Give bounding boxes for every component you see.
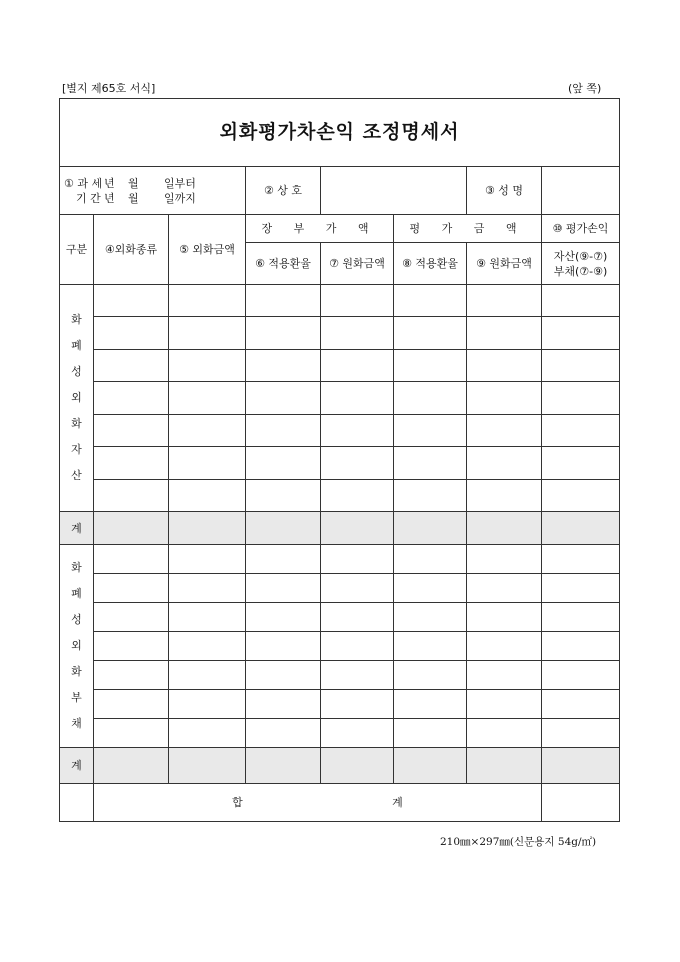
foreign-amount-header: ⑤ 외화금액 [169,215,246,285]
table-cell[interactable] [467,690,542,719]
book-value-header: 장 부 가 액 [246,215,394,243]
table-cell[interactable] [394,661,467,690]
table-cell[interactable] [246,719,321,748]
table-cell[interactable] [321,574,394,603]
table-cell[interactable] [246,512,321,545]
table-cell[interactable] [169,415,246,447]
table-cell[interactable] [394,632,467,661]
table-cell[interactable] [94,317,169,350]
period-end-line: 기 간 년 월 일까지 [76,191,196,205]
liabilities-subtotal-label: 계 [60,748,94,784]
liabilities-formula: 부채(⑦-⑨) [553,264,608,278]
table-cell[interactable] [542,317,620,350]
table-cell[interactable] [94,545,169,574]
table-cell[interactable] [394,447,467,480]
won-amount-eval-header: ⑨ 원화금액 [467,243,542,285]
table-cell[interactable] [394,545,467,574]
table-cell[interactable] [94,350,169,382]
table-cell[interactable] [94,690,169,719]
table-cell[interactable] [394,285,467,317]
table-cell[interactable] [169,632,246,661]
won-amount-book-header: ⑦ 원화금액 [321,243,394,285]
category-header: 구분 [60,215,94,285]
table-cell[interactable] [542,632,620,661]
table-cell[interactable] [321,415,394,447]
table-cell[interactable] [246,317,321,350]
gain-loss-formula-header [542,243,620,285]
table-cell[interactable] [542,661,620,690]
table-cell[interactable] [467,447,542,480]
company-field[interactable] [321,167,467,215]
table-cell[interactable] [542,512,620,545]
table-cell[interactable] [94,285,169,317]
table-cell[interactable] [321,317,394,350]
table-cell[interactable] [246,545,321,574]
grand-total-row [60,784,620,822]
table-cell[interactable] [467,512,542,545]
table-cell[interactable] [94,512,169,545]
liabilities-subtotal-row [60,748,620,784]
table-cell[interactable] [246,415,321,447]
table-cell[interactable] [94,719,169,748]
table-cell[interactable] [467,748,542,784]
table-cell[interactable] [94,382,169,415]
table-cell[interactable] [394,748,467,784]
table-cell[interactable] [542,285,620,317]
paper-spec: 210㎜×297㎜(신문용지 54g/㎡) [440,836,597,848]
table-cell[interactable] [321,719,394,748]
table-cell[interactable] [169,719,246,748]
table-row [60,480,620,512]
table-cell[interactable] [394,350,467,382]
assets-subtotal-row [60,512,620,545]
table-cell[interactable] [321,545,394,574]
table-cell[interactable] [467,719,542,748]
table-row [60,661,620,690]
table-cell[interactable] [169,603,246,632]
table-cell[interactable] [321,447,394,480]
table-row [60,690,620,719]
table-cell[interactable] [467,480,542,512]
table-cell[interactable] [169,661,246,690]
table-cell[interactable] [94,748,169,784]
table-cell[interactable] [246,690,321,719]
table-cell[interactable] [394,415,467,447]
table-cell[interactable] [394,603,467,632]
table-cell[interactable] [246,603,321,632]
table-cell[interactable] [94,603,169,632]
table-cell[interactable] [94,632,169,661]
table-cell[interactable] [321,603,394,632]
grand-total-label: 합 계 [94,784,542,822]
table-row [60,317,620,350]
page-side-label: (앞 쪽) [568,82,602,95]
table-cell[interactable] [169,285,246,317]
table-cell[interactable] [169,317,246,350]
table-cell[interactable] [467,603,542,632]
table-cell[interactable] [321,690,394,719]
table-cell[interactable] [394,382,467,415]
table-cell[interactable] [467,382,542,415]
table-cell[interactable] [169,545,246,574]
table-cell[interactable] [246,661,321,690]
table-row [60,415,620,447]
table-row [60,632,620,661]
name-field[interactable] [542,167,620,215]
table-cell[interactable] [246,574,321,603]
grand-total-value[interactable] [542,784,620,822]
table-cell[interactable] [542,603,620,632]
table-cell[interactable] [394,574,467,603]
assets-formula: 자산(⑨-⑦) [553,249,608,263]
table-cell[interactable] [94,447,169,480]
table-cell[interactable] [467,317,542,350]
table-cell[interactable] [467,415,542,447]
form-number: [별지 제65호 서식] [62,82,156,95]
table-cell[interactable] [394,317,467,350]
table-row [60,574,620,603]
name-label: ③ 성 명 [467,167,542,215]
table-row [60,382,620,415]
form-title: 외화평가차손익 조정명세서 [60,99,620,167]
table-cell[interactable] [169,748,246,784]
table-row [60,447,620,480]
table-cell[interactable] [321,748,394,784]
company-label: ② 상 호 [246,167,321,215]
table-cell[interactable] [246,382,321,415]
table-cell[interactable] [321,350,394,382]
table-cell[interactable] [169,447,246,480]
table-cell[interactable] [169,574,246,603]
table-cell[interactable] [542,382,620,415]
table-cell[interactable] [94,574,169,603]
table-cell[interactable] [394,512,467,545]
table-cell[interactable] [246,748,321,784]
table-cell[interactable] [321,512,394,545]
adjustment-form-table [59,98,620,822]
table-cell[interactable] [169,512,246,545]
table-cell[interactable] [542,748,620,784]
table-cell[interactable] [321,480,394,512]
table-cell[interactable] [542,350,620,382]
table-cell[interactable] [169,350,246,382]
table-cell[interactable] [542,545,620,574]
table-cell[interactable] [94,661,169,690]
currency-type-header: ④외화종류 [94,215,169,285]
table-cell[interactable] [321,382,394,415]
table-cell[interactable] [467,661,542,690]
applied-rate-eval-header: ⑧ 적용환율 [394,243,467,285]
table-cell[interactable] [467,632,542,661]
table-cell[interactable] [542,415,620,447]
liabilities-section-label: 화 폐 성 외 화 부 채 [60,545,94,748]
table-cell[interactable] [542,480,620,512]
table-cell[interactable] [542,447,620,480]
table-cell[interactable] [94,480,169,512]
table-cell[interactable] [169,480,246,512]
applied-rate-book-header: ⑥ 적용환율 [246,243,321,285]
table-cell[interactable] [394,690,467,719]
tax-period-cell [60,167,246,215]
table-cell[interactable] [246,285,321,317]
table-row [60,603,620,632]
table-cell[interactable] [321,285,394,317]
table-row [60,350,620,382]
table-cell[interactable] [467,574,542,603]
table-cell[interactable] [542,574,620,603]
table-cell[interactable] [246,447,321,480]
table-cell[interactable] [246,480,321,512]
table-cell[interactable] [246,350,321,382]
table-cell[interactable] [321,661,394,690]
table-cell[interactable] [542,690,620,719]
table-cell[interactable] [169,382,246,415]
assets-subtotal-label: 계 [60,512,94,545]
table-cell[interactable] [467,545,542,574]
table-cell[interactable] [467,350,542,382]
grand-total-blank [60,784,94,822]
eval-amount-header: 평 가 금 액 [394,215,542,243]
table-cell[interactable] [467,285,542,317]
table-cell[interactable] [394,719,467,748]
table-row [60,719,620,748]
period-start-line: ① 과 세 년 월 일부터 [64,176,196,190]
table-cell[interactable] [321,632,394,661]
assets-section-label: 화 폐 성 외 화 자 산 [60,285,94,512]
table-cell[interactable] [94,415,169,447]
table-cell[interactable] [169,690,246,719]
table-cell[interactable] [394,480,467,512]
table-cell[interactable] [542,719,620,748]
gain-loss-header: ⑩ 평가손익 [542,215,620,243]
table-cell[interactable] [246,632,321,661]
